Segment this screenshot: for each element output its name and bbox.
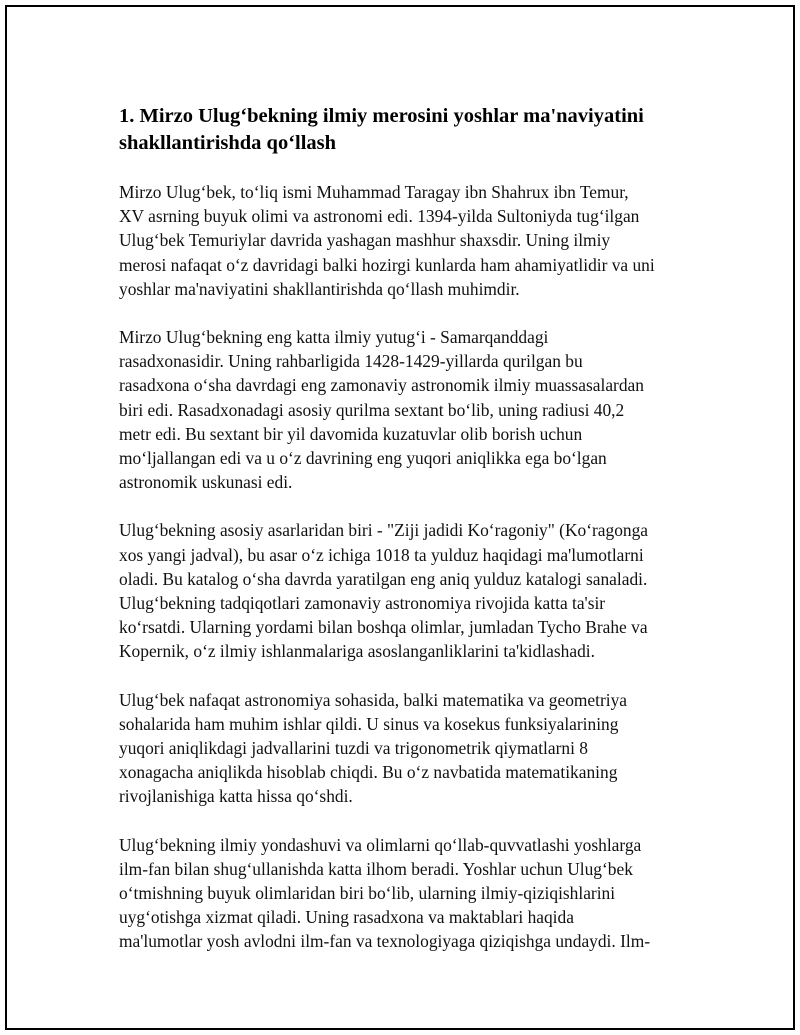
paragraph-introduction: Mirzo Ulug‘bek, to‘liq ismi Muhammad Taragay ibn Shahrux ibn Temur, XV asrning buyuk olimi va astronomi edi. 1394-yilda Sultoniyda tug‘ilgan Ulug‘bek Temuriylar davrida yashagan mashhur shaxsdir. Uning ilmiy merosi nafaqat o‘z davridagi balki hozirgi kunlarda ham ahamiyatlidir va uni yoshlar ma'naviyatini shakllantirishda qo‘llash muhimdir. [119, 182, 655, 299]
paragraph-youth-inspiration: Ulug‘bekning ilmiy yondashuvi va olimlarni qo‘llab-quvvatlashi yoshlarga ilm-fan bilan shug‘ullanishda katta ilhom beradi. Yoshlar uchun Ulug‘bek o‘tmishning buyuk olimlaridan biri bo‘lib, ularning ilmiy-qiziqishlarini uyg‘otishga xizmat qiladi. Uning rasadxona va maktablari haqida ma'lumotlar yosh avlodni ilm-fan va texnologiyaga qiziqishga undaydi. Ilm- [119, 834, 651, 952]
document-body [119, 103, 695, 978]
paragraph-mathematics: Ulug‘bek nafaqat astronomiya sohasida, balki matematika va geometriya sohalarida ham muhim ishlar qildi. U sinus va kosekus funksiyalarining yuqori aniqlikdagi jadvallarini tuzdi va trigonometrik qiymatlarni 8 xonagacha aniqlikda hisoblab chiqdi. Bu o‘z navbatida matematikaning rivojlanishiga katta hissa qo‘shdi. [119, 689, 628, 807]
paragraph-star-catalog: Ulug‘bekning asosiy asarlaridan biri - "Ziji jadidi Ko‘ragoniy" (Ko‘ragonga xos yangi jadval), bu asar o‘z ichiga 1018 ta yulduz haqidagi ma'lumotlarni oladi. Bu katalog o‘sha davrda yaratilgan eng aniq yulduz katalogi sanaladi. Ulug‘bekning tadqiqotlari zamonaviy astronomiya rivojida katta ta'sir ko‘rsatdi. Ularning yordami bilan boshqa olimlar, jumladan Tycho Brahe va Kopernik, o‘z ilmiy ishlanmalariga asoslanganliklarini ta'kidlashadi. [119, 520, 649, 662]
page-frame [5, 5, 795, 1030]
page-title: 1. Mirzo Ulug‘bekning ilmiy merosini yoshlar ma'naviyatini shakllantirishda qo‘llash [119, 105, 644, 154]
paragraph-observatory: Mirzo Ulug‘bekning eng katta ilmiy yutug‘i - Samarqanddagi rasadxonasidir. Uning rahbarligida 1428-1429-yillarda qurilgan bu rasadxona o‘sha davrdagi eng zamonaviy astronomik ilmiy muassasalardan biri edi. Rasadxonadagi asosiy qurilma sextant bo‘lib, uning radiusi 40,2 metr edi. Bu sextant bir yil davomida kuzatuvlar olib borish uchun mo‘ljallangan edi va u o‘z davrining eng yuqori aniqlikka ega bo‘lgan astronomik uskunasi edi. [119, 327, 644, 493]
